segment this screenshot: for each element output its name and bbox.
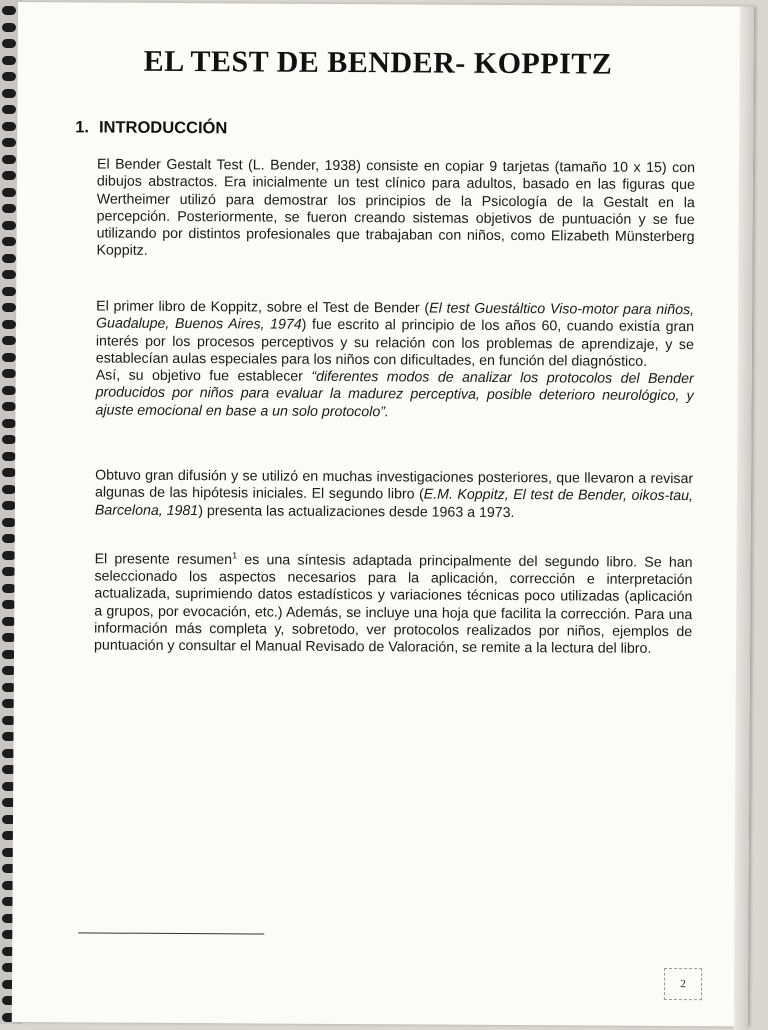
binding-ring [2, 122, 16, 131]
binding-ring [2, 138, 16, 147]
binding-ring [2, 254, 16, 263]
binding-ring [2, 336, 16, 345]
p3-text-b: ) presenta las actualizaciones desde 1963 a 1973. [198, 502, 515, 521]
binding-ring [2, 72, 16, 81]
binding-ring [2, 6, 16, 15]
binding-ring [2, 171, 16, 180]
footnote-marker: 1 [232, 550, 238, 561]
section-number: 1. [75, 118, 90, 137]
p2-text-c: Así, su objetivo fue establecer [95, 367, 312, 385]
binding-ring [2, 320, 16, 329]
binding-ring [2, 188, 16, 197]
p2-text-b: ) fue escrito al principio de los años 60, cuando existía gran interés por los procesos perceptivos y su relación con los problemas de aprendizaje, y se establecían aulas especiales para los niños con dificultades, en función del diagnóstico. [95, 317, 695, 370]
p2-book-reference: El test Guestáltico Viso-motor para niños, Guadalupe, Buenos Aires, 1974 [95, 300, 695, 334]
footnote-separator [78, 932, 264, 934]
paragraph-3 [95, 467, 693, 523]
paragraph-1: El Bender Gestalt Test (L. Bender, 1938) consiste en copiar 9 tarjetas (tamaño 10 x 15) con dibujos abstractos. Era inicialmente un test clínico para adultos, basado en las figuras que Wertheimer utilizó para demostrar los principios de la Psicología de la Gestalt en la percepción. Posteriormente, se fueron creando sistemas objetivos de puntuación y se fue utilizando por distintos profesionales que trabajaban con niños, como Elizabeth Münsterberg Koppitz. [96, 156, 696, 260]
binding-ring [2, 287, 16, 296]
binding-ring [2, 237, 16, 246]
p3-book-reference: E.M. Koppitz, El test de Bender, oikos-tau, Barcelona, 1981 [94, 486, 694, 519]
binding-ring [2, 155, 16, 164]
binding-ring [2, 303, 16, 312]
binding-ring [2, 221, 16, 230]
binding-ring [2, 452, 16, 461]
page-edge [734, 6, 754, 1030]
paragraph-4 [94, 546, 693, 658]
binding-ring [2, 468, 16, 477]
binding-ring [2, 402, 16, 411]
binding-ring [2, 105, 16, 114]
p2-quote: “diferentes modos de analizar los protocolos del Bender producidos por niños para evaluar la madurez perceptiva, posible deterioro neurológico, y ajuste emocional en base a un solo protocolo”. [95, 368, 694, 421]
page-number: 2 [664, 968, 702, 1000]
section-heading [75, 118, 227, 138]
binding-ring [2, 89, 16, 98]
binding-ring [2, 419, 16, 428]
p3-text-a: Obtuvo gran difusión y se utilizó en muchas investigaciones posteriores, que llevaron a revisar algunas de las hipótesis iniciales. El segundo libro ( [94, 467, 694, 503]
binding-ring [2, 204, 16, 213]
p4-text-b: es una síntesis adaptada principalmente del segundo libro. Se han seleccionado los aspectos necesarios para la aplicación, corrección e interpretación actualizada, suprimiendo datos estadísticos y variaciones técnicas poco utilizadas (aplicación a grupos, por evocación, etc.) Además, se incluye una hoja que facilita la corrección. Para una información más completa y, sobretodo, ver protocolos realizados por niños, ejemplos de puntuación y consultar el Manual Revisado de Valoración, se remite a la lectura del libro. [94, 552, 693, 658]
binding-ring [2, 39, 16, 48]
paragraph-2 [95, 298, 694, 423]
binding-ring [2, 501, 16, 510]
binding-ring [2, 386, 16, 395]
binding-ring [2, 369, 16, 378]
binding-ring [2, 435, 16, 444]
document-title: EL TEST DE BENDER- KOPPITZ [143, 44, 613, 81]
binding-ring [2, 485, 16, 494]
document-page [12, 2, 754, 1026]
binding-ring [2, 56, 16, 65]
section-title: INTRODUCCIÓN [98, 118, 228, 138]
binding-ring [2, 353, 16, 362]
p2-text-a: El primer libro de Koppitz, sobre el Test de Bender ( [96, 298, 430, 317]
binding-ring [2, 23, 16, 32]
binding-ring [2, 270, 16, 279]
p4-text-a: El presente resumen [94, 551, 233, 569]
